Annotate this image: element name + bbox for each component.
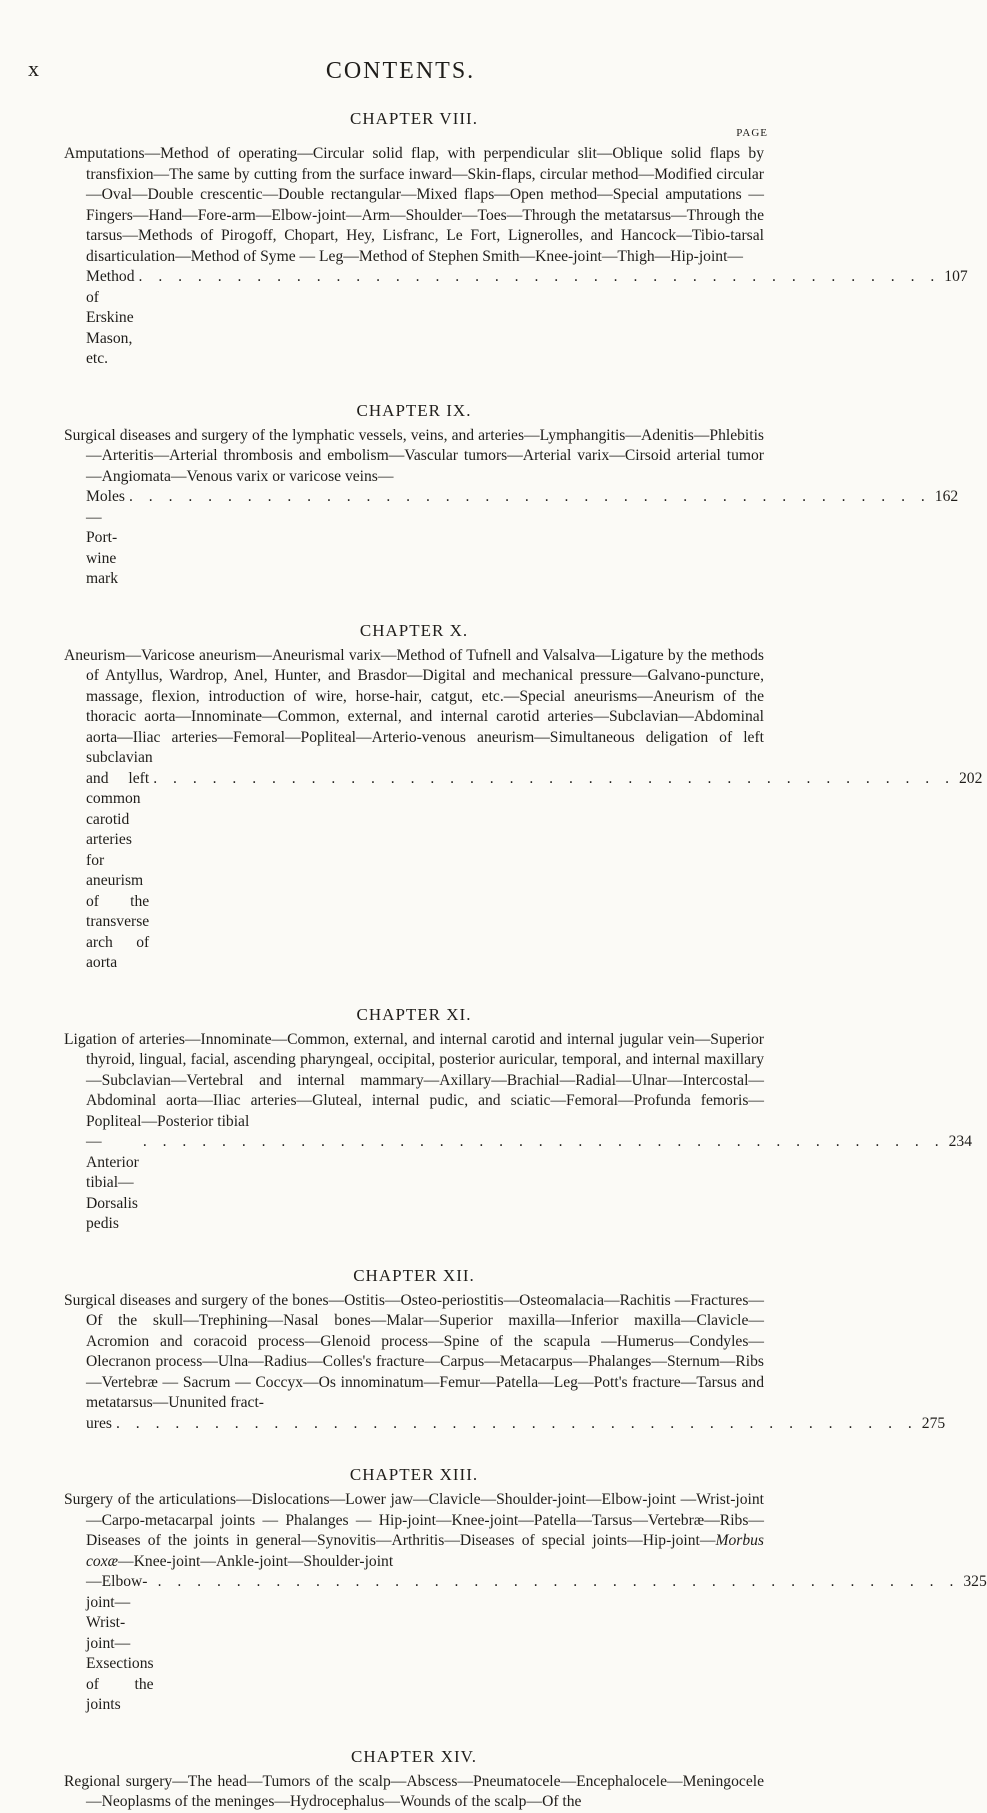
summary-text: Surgery of the articulations—Dislocations—Lower jaw—Clavicle—Shoulder-joint—Elbow-joint —Wrist-joint—Carpo-metacarpal joints — Phalanges — Hip-joint—Knee-joint—Patella—Tarsus—Vertebræ—Ribs—Diseases of the joints in general—Synovitis—Arthritis—Diseases of special joints—Hip-joint— [64,1491,764,1549]
chapter-summary [64,1291,946,1435]
chapter-x [64,620,983,974]
page-number: x [28,56,40,81]
summary-text: Amputations—Method of operating—Circular solid flap, with perpendicular slit—Oblique solid flaps by transfixion—The same by cutting from the surface inward—Skin-flaps, circular method—Modified circular—Oval—Double crescentic—Double rectangular—Mixed flaps—Open method—Special amputations — Fingers—Hand—Fore-arm—Elbow-joint—Arm—Shoulder—Toes—Through the metatarsus—Through the tarsus—Methods of Pirogoff, Chopart, Hey, Lisfranc, Le Fort, Lignerolles, and Hancock—Tibio-tarsal disarticulation—Method of Syme — Leg—Method of Stephen Smith—Knee-joint—Thigh—Hip-joint— [64,145,764,265]
summary-last-line [86,1132,972,1235]
summary-last-line [86,267,968,370]
dot-leader: . . . . . . . . . . . . . . . . . . . . . . . . . . . . . . . . . . . . . . . . . [142,1133,945,1150]
chapter-summary [64,1030,972,1235]
chapter-heading: CHAPTER IX. [356,400,472,420]
chapter-heading: CHAPTER XI. [356,1004,472,1024]
summary-text: Surgical diseases and surgery of the bones—Ostitis—Osteo-periostitis—Osteomalacia—Rachitis —Fractures—Of the skull—Trephining—Nasal bones—Malar—Superior maxilla—Inferior maxilla—Clavicle—Acromion and coracoid process—Glenoid process—Spine of the scapula —Humerus—Condyles—Olecranon process—Ulna—Radius—Colles's fracture—Carpus—Metacarpus—Phalanges—Sternum—Ribs—Vertebræ — Sacrum — Coccyx—Os innominatum—Femur—Patella—Leg—Pott's fracture—Tarsus and metatarsus—Ununited fract- [64,1291,764,1411]
chapter-xii [64,1265,946,1435]
page-reference[interactable]: 162 [934,488,959,505]
page-reference[interactable]: 234 [948,1133,972,1150]
chapter-heading: CHAPTER VIII. [350,109,478,128]
dot-leader: . . . . . . . . . . . . . . . . . . . . . . . . . . . . . . . . . . . . . . . . . [128,488,931,505]
summary-last-line [86,1572,987,1716]
summary-last-line [86,1414,946,1435]
chapter-summary [64,646,983,974]
chapter-heading: CHAPTER XII. [353,1265,475,1285]
page-column-label: PAGE [736,127,768,139]
chapter-ix [64,400,959,590]
dot-leader: . . . . . . . . . . . . . . . . . . . . . . . . . . . . . . . . . . . . . . . . . [138,268,941,285]
summary-text-continued: —Knee-joint—Ankle-joint—Shoulder-joint [118,1552,394,1570]
last-line-text: —Elbow-joint—Wrist-joint—Exsections of the joints [86,1573,154,1713]
chapter-heading: CHAPTER XIV. [351,1746,477,1766]
dot-leader: . . . . . . . . . . . . . . . . . . . . . . . . . . . . . . . . . . . . . . . . . [157,1573,960,1590]
italic-term: Morbus coxæ [86,1532,764,1570]
summary-text: Regional surgery—The head—Tumors of the scalp—Abscess—Pneumatocele—Encephalocele—Meningocele—Neoplasms of the meninges—Hydrocephalus—Wounds of the scalp—Of the [64,1772,764,1810]
running-title: CONTENTS. [325,58,476,84]
chapter-summary [64,426,959,590]
summary-text: Surgical diseases and surgery of the lymphatic vessels, veins, and arteries—Lymphangitis—Adenitis—Phlebitis—Arteritis—Arterial thrombosis and embolism—Vascular tumors—Arterial varix—Cirsoid arterial tumor—Angiomata—Venous varix or varicose veins— [64,426,764,485]
chapter-summary [64,144,968,370]
chapter-heading: CHAPTER X. [359,620,469,640]
page-reference[interactable]: 107 [944,268,968,285]
page-reference[interactable]: 202 [959,769,983,787]
page-reference[interactable]: 325 [963,1573,987,1590]
chapter-viii [64,108,968,370]
last-line-text: Moles—Port-wine mark [86,488,125,587]
last-line-text: —Anterior tibial—Dorsalis pedis [86,1133,139,1232]
summary-text: Ligation of arteries—Innominate—Common, external, and internal carotid and internal jugular vein—Superior thyroid, lingual, facial, ascending pharyngeal, occipital, posterior auricular, temporal, and internal maxillary—Subclavian—Vertebral and internal mammary—Axillary—Brachial—Radial—Ulnar—Intercostal—Abdominal aorta—Iliac arteries—Gluteal, internal pudic, and sciatic—Femoral—Profunda femoris—Popliteal—Posterior tibial [64,1030,764,1130]
summary-last-line [86,769,983,974]
chapter-xi [64,1004,972,1235]
summary-last-line [86,487,959,590]
dot-leader: . . . . . . . . . . . . . . . . . . . . . . . . . . . . . . . . . . . . . . . . . [115,1414,918,1432]
last-line-text: and left common carotid arteries for aneurism of the transverse arch of aorta [86,769,150,971]
chapter-xiv [64,1746,764,1813]
chapter-heading: CHAPTER XIII. [349,1465,479,1484]
contents-list [64,108,987,1813]
last-line-text: ures [86,1414,112,1432]
dot-leader: . . . . . . . . . . . . . . . . . . . . . . . . . . . . . . . . . . . . . . . . . [153,769,955,787]
last-line-text: Method of Erskine Mason, etc. [86,268,135,367]
chapter-summary [64,1490,987,1716]
chapter-summary [64,1772,764,1813]
chapter-xiii [64,1464,987,1716]
page-reference[interactable]: 275 [921,1414,946,1432]
summary-text: Aneurism—Varicose aneurism—Aneurismal varix—Method of Tufnell and Valsalva—Ligature by the methods of Antyllus, Wardrop, Anel, Hunter, and Brasdor—Digital and mechanical pressure—Galvano-puncture, massage, flexion, introduction of wire, horse-hair, catgut, etc.—Special aneurisms—Aneurism of the thoracic aorta—Innominate—Common, external, and internal carotid arteries—Subclavian—Abdominal aorta—Iliac arteries—Femoral—Popliteal—Arterio-venous aneurism—Simultaneous deligation of left subclavian [64,646,764,766]
